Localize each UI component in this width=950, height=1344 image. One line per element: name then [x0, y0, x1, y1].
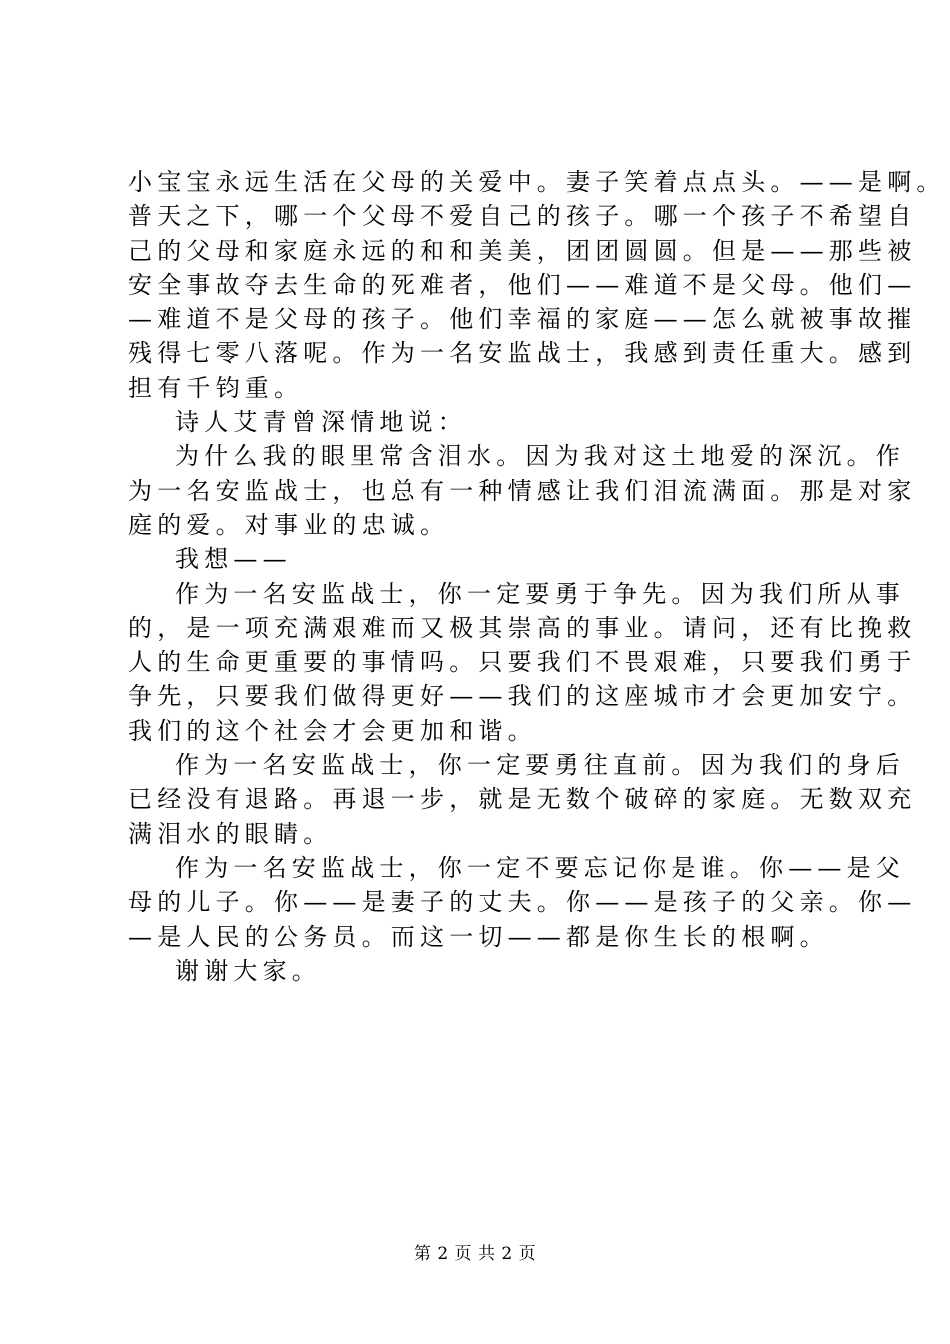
text-line: —是人民的公务员。而这一切——都是你生长的根啊。: [128, 922, 829, 951]
text-line: 为什么我的眼里常含泪水。因为我对这土地爱的深沉。作: [175, 442, 905, 471]
text-line: 作为一名安监战士，你一定不要忘记你是谁。你——是父: [175, 853, 905, 882]
text-line: 我想——: [175, 545, 292, 574]
text-line: 的，是一项充满艰难而又极其崇高的事业。请问，还有比挽救: [128, 613, 917, 642]
text-line: 诗人艾青曾深情地说：: [175, 408, 467, 437]
text-line: 争先，只要我们做得更好——我们的这座城市才会更加安宁。: [128, 682, 917, 711]
text-line: 残得七零八落呢。作为一名安监战士，我感到责任重大。感到: [128, 339, 917, 368]
document-body: [128, 165, 946, 988]
text-line: 作为一名安监战士，你一定要勇于争先。因为我们所从事: [175, 579, 905, 608]
text-line: 小宝宝永远生活在父母的关爱中。妻子笑着点点头。——是啊。: [128, 168, 946, 196]
text-line: 担有千钧重。: [128, 373, 304, 402]
text-line: 母的儿子。你——是妻子的丈夫。你——是孩子的父亲。你—: [128, 888, 917, 917]
text-line: 已经没有退路。再退一步，就是无数个破碎的家庭。无数双充: [128, 785, 917, 814]
text-line: 人的生命更重要的事情吗。只要我们不畏艰难，只要我们勇于: [128, 648, 917, 677]
text-line: 安全事故夺去生命的死难者，他们——难道不是父母。他们—: [128, 270, 917, 299]
text-line: 满泪水的眼睛。: [128, 819, 333, 848]
text-line: 我们的这个社会才会更加和谐。: [128, 716, 537, 745]
text-line: —难道不是父母的孩子。他们幸福的家庭——怎么就被事故摧: [128, 305, 917, 334]
text-line: 作为一名安监战士，你一定要勇往直前。因为我们的身后: [175, 751, 905, 780]
text-line: 为一名安监战士，也总有一种情感让我们泪流满面。那是对家: [128, 476, 917, 505]
text-line: 己的父母和家庭永远的和和美美，团团圆圆。但是——那些被: [128, 236, 917, 265]
page-number-footer: 第 2 页 共 2 页: [413, 1244, 537, 1264]
text-line: 普天之下，哪一个父母不爱自己的孩子。哪一个孩子不希望自: [128, 202, 917, 231]
text-line: 庭的爱。对事业的忠诚。: [128, 510, 450, 539]
text-line: 谢谢大家。: [175, 956, 321, 985]
